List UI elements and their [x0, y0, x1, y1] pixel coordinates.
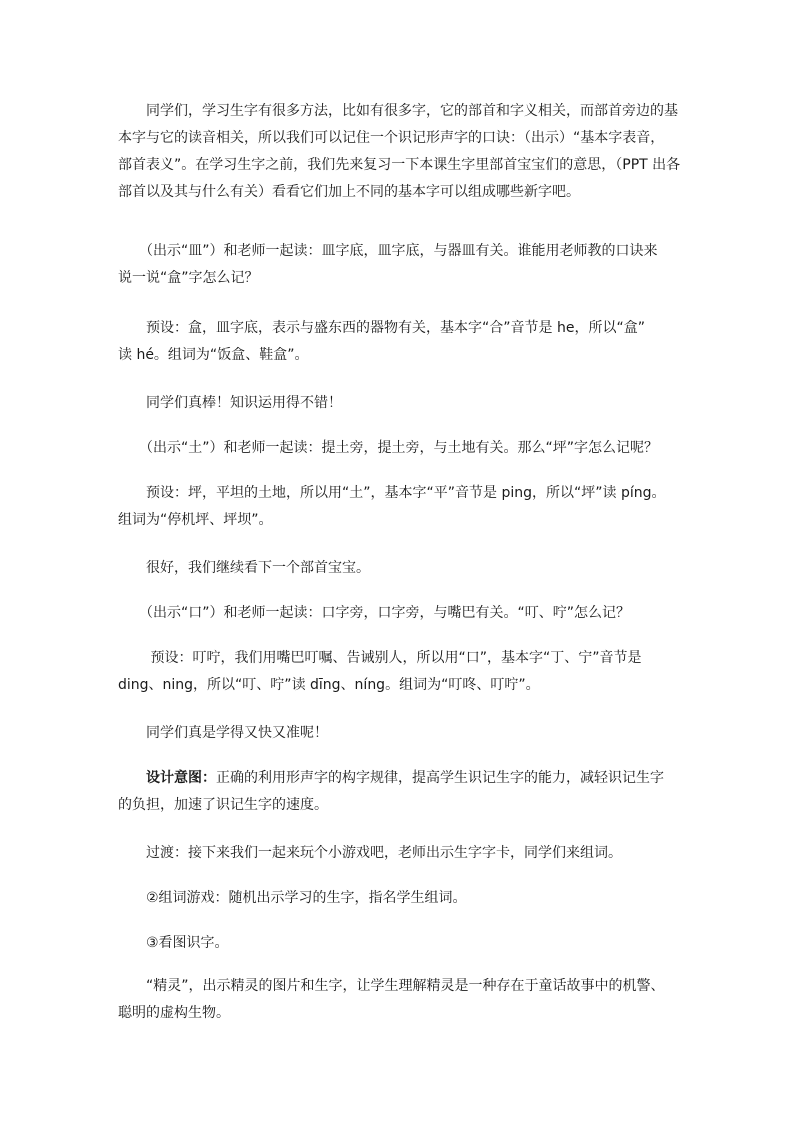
text-line: 预设：盒，皿字底，表示与盛东西的器物有关，基本字“合”音节是 he，所以“盒” [118, 320, 645, 336]
paragraph-design-intent [118, 765, 688, 819]
text-line: 组词为“停机坪、坪坝”。 [118, 512, 273, 528]
paragraph-he-preset [118, 315, 688, 369]
text-line: 同学们，学习生字有很多方法，比如有很多字，它的部首和字义相关，而部首旁边的基 [118, 103, 678, 119]
text-line: 聪明的虚构生物。 [118, 1005, 230, 1021]
text-line: 说一说“盒”字怎么记？ [118, 270, 259, 286]
paragraph-praise-2 [118, 720, 688, 747]
text-line: （出示“口”）和老师一起读：口字旁，口字旁，与嘴巴有关。“叮、咛”怎么记？ [118, 605, 631, 621]
text-line: （出示“土”）和老师一起读：提土旁，提土旁，与土地有关。那么“坪”字怎么记呢？ [118, 440, 659, 456]
text-line: 本字与它的读音相关，所以我们可以记住一个识记形声字的口诀：（出示）“基本字表音， [118, 130, 665, 146]
text-line: “精灵”，出示精灵的图片和生字，让学生理解精灵是一种存在于童话故事中的机警、 [118, 978, 665, 994]
text-line: 部首以及其与什么有关）看看它们加上不同的基本字可以组成哪些新字吧。 [118, 184, 580, 200]
paragraph-tu-radical [118, 435, 688, 462]
text-line: 预设：坪，平坦的土地，所以用“土”，基本字“平”音节是 ping，所以“坪”读 píng。 [118, 485, 666, 501]
paragraph-min-radical [118, 238, 688, 292]
text-line: 预设：叮咛，我们用嘴巴叮嘱、告诫别人，所以用“口”，基本字“丁、宁”音节是 [118, 650, 642, 666]
text-line: ②组词游戏：随机出示学习的生字，指名学生组词。 [118, 890, 467, 906]
text-line: （出示“皿”）和老师一起读：皿字底，皿字底，与器皿有关。谁能用老师教的口诀来 [118, 243, 658, 259]
text-line: 很好，我们继续看下一个部首宝宝。 [118, 560, 370, 576]
text-line: 过渡：接下来我们一起来玩个小游戏吧，老师出示生字字卡，同学们来组词。 [118, 845, 622, 861]
text-line: 同学们真是学得又快又准呢！ [118, 725, 328, 741]
text-line: 同学们真棒！知识运用得不错！ [118, 395, 342, 411]
paragraph-intro [118, 98, 688, 206]
paragraph-ping-preset [118, 480, 688, 534]
text-line: ding、ning，所以“叮、咛”读 dīng、níng。组词为“叮咚、叮咛”。 [118, 677, 540, 693]
paragraph-word-game [118, 885, 688, 912]
design-intent-label: 设计意图： [118, 770, 216, 786]
paragraph-transition [118, 840, 688, 867]
paragraph-praise-1 [118, 390, 688, 417]
design-intent-text: 正确的利用形声字的构字规律，提高学生识记生字的能力，减轻识记生字 [216, 770, 664, 786]
text-line: 的负担，加速了识记生字的速度。 [118, 797, 328, 813]
text-line [118, 765, 688, 792]
paragraph-next-radical [118, 555, 688, 582]
text-line: ③看图识字。 [118, 935, 229, 951]
text-line: 部首表义”。在学习生字之前，我们先来复习一下本课生字里部首宝宝们的意思，（PPT 出各 [118, 157, 681, 173]
paragraph-jingling [118, 973, 688, 1027]
paragraph-kou-radical [118, 600, 688, 627]
paragraph-dingning-preset [118, 645, 688, 699]
paragraph-picture-recognition [118, 930, 688, 957]
text-line: 读 hé。组词为“饭盒、鞋盒”。 [118, 347, 309, 363]
